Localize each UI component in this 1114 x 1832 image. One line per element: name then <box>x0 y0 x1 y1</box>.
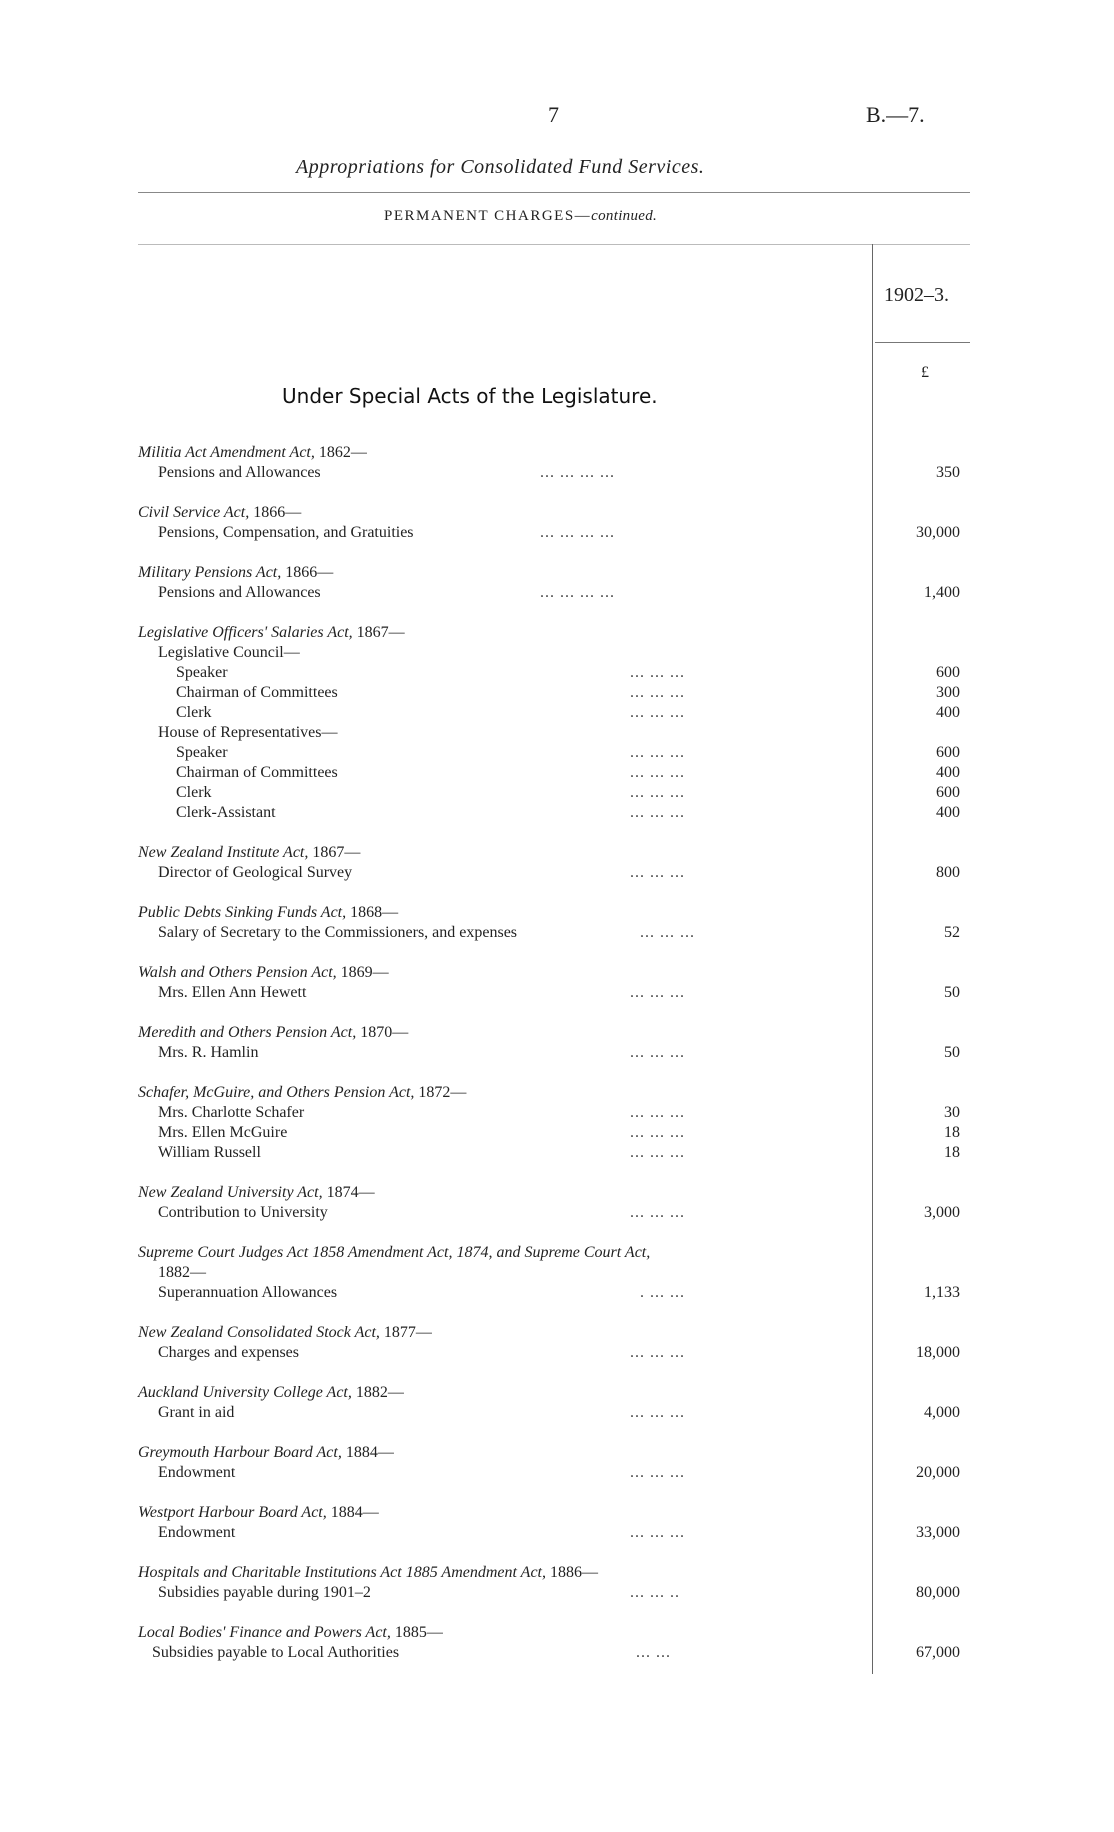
act-title: Schafer, McGuire, and Others Pension Act, <box>138 1084 415 1101</box>
item-label: Salary of Secretary to the Commissioners, and expenses <box>158 924 518 941</box>
item-label: William Russell <box>158 1144 261 1161</box>
act-year: 1870— <box>360 1024 409 1041</box>
header-rule <box>138 192 970 193</box>
item-amount: 600 <box>936 664 960 681</box>
act-title: New Zealand Institute Act, <box>138 844 309 861</box>
dot-leader: ... ... ... <box>630 804 685 821</box>
act-title: Auckland University College Act, <box>138 1384 352 1401</box>
dot-leader: ... ... ... <box>630 864 685 881</box>
act-heading <box>138 1624 443 1642</box>
item-amount: 50 <box>944 1044 960 1061</box>
dot-leader: ... ... ... <box>630 684 685 701</box>
act-heading <box>138 624 405 642</box>
act-year: 1868— <box>350 904 399 921</box>
dot-leader: ... ... ... <box>630 664 685 681</box>
dot-leader: ... ... ... ... <box>540 584 615 601</box>
act-title: Meredith and Others Pension Act, <box>138 1024 357 1041</box>
item-label: Endowment <box>158 1464 236 1481</box>
item-label: Pensions and Allowances <box>158 584 321 601</box>
act-title: Civil Service Act, <box>138 504 250 521</box>
item-amount: 400 <box>936 804 960 821</box>
act-year: 1867— <box>312 844 361 861</box>
item-amount: 18 <box>944 1144 960 1161</box>
act-heading <box>138 1384 404 1402</box>
item-amount: 67,000 <box>916 1644 960 1661</box>
act-heading <box>138 1244 650 1262</box>
act-heading <box>138 1024 408 1042</box>
act-year: 1882— <box>158 1264 206 1281</box>
item-amount: 52 <box>944 924 960 941</box>
act-year: 1862— <box>318 444 367 461</box>
item-label: Mrs. R. Hamlin <box>158 1044 259 1061</box>
dot-leader: ... ... .. <box>630 1584 680 1601</box>
act-heading <box>138 904 398 922</box>
dot-leader: ... ... ... <box>630 1344 685 1361</box>
subtitle-main: PERMANENT CHARGES— <box>384 208 592 224</box>
item-label: Clerk-Assistant <box>176 804 276 821</box>
page-subtitle <box>384 208 657 225</box>
dot-leader: ... ... ... <box>630 1404 685 1421</box>
item-label: Charges and expenses <box>158 1344 299 1361</box>
item-amount: 33,000 <box>916 1524 960 1541</box>
item-amount: 600 <box>936 744 960 761</box>
act-year: 1885— <box>394 1624 443 1641</box>
dot-leader: ... ... ... <box>630 1204 685 1221</box>
act-title: New Zealand Consolidated Stock Act, <box>138 1324 380 1341</box>
act-title: Military Pensions Act, <box>138 564 282 581</box>
item-amount: 20,000 <box>916 1464 960 1481</box>
act-heading <box>138 1504 379 1522</box>
act-title: Legislative Officers' Salaries Act, <box>138 624 353 641</box>
item-label: Mrs. Ellen Ann Hewett <box>158 984 307 1001</box>
act-title: Supreme Court Judges Act 1858 Amendment Act, 1874, and Supreme Court Act, <box>138 1244 651 1261</box>
item-amount: 800 <box>936 864 960 881</box>
item-amount: 80,000 <box>916 1584 960 1601</box>
act-heading <box>138 1564 598 1582</box>
act-year: 1882— <box>355 1384 404 1401</box>
subtitle-rule <box>138 244 970 245</box>
item-label: Subsidies payable to Local Authorities <box>152 1644 400 1661</box>
item-amount: 400 <box>936 704 960 721</box>
dot-leader: ... ... ... <box>630 704 685 721</box>
item-label: Pensions, Compensation, and Gratuities <box>158 524 414 541</box>
dot-leader: ... ... ... <box>630 1104 685 1121</box>
year-column-heading: 1902–3. <box>884 284 949 306</box>
item-amount: 30 <box>944 1104 960 1121</box>
item-amount: 3,000 <box>924 1204 960 1221</box>
act-title: Westport Harbour Board Act, <box>138 1504 327 1521</box>
act-title: Hospitals and Charitable Institutions Act 1885 Amendment Act, <box>138 1564 546 1581</box>
act-title: Local Bodies' Finance and Powers Act, <box>138 1624 391 1641</box>
act-year: 1869— <box>340 964 389 981</box>
item-label: Endowment <box>158 1524 236 1541</box>
act-year: 1884— <box>345 1444 394 1461</box>
item-label: Speaker <box>176 744 228 761</box>
item-amount: 18 <box>944 1124 960 1141</box>
act-heading <box>138 1324 432 1342</box>
item-amount: 400 <box>936 764 960 781</box>
subtitle-continued: continued. <box>591 208 658 224</box>
dot-leader: ... ... ... <box>630 1044 685 1061</box>
item-label: Chairman of Committees <box>176 684 338 701</box>
dot-leader: ... ... ... ... <box>540 464 615 481</box>
dot-leader: ... ... ... <box>640 924 695 941</box>
section-heading: Under Special Acts of the Legislature. <box>282 384 658 408</box>
dot-leader: ... ... ... <box>630 1144 685 1161</box>
page-title: Appropriations for Consolidated Fund Services. <box>296 156 705 178</box>
item-label: Mrs. Ellen McGuire <box>158 1124 288 1141</box>
dot-leader: ... ... <box>636 1644 671 1661</box>
item-label: Grant in aid <box>158 1404 235 1421</box>
dot-leader: ... ... ... <box>630 984 685 1001</box>
act-year: 1886— <box>550 1564 598 1581</box>
dot-leader: ... ... ... <box>630 784 685 801</box>
act-year: 1866— <box>253 504 302 521</box>
item-label: Pensions and Allowances <box>158 464 321 481</box>
act-title: New Zealand University Act, <box>138 1184 323 1201</box>
act-heading <box>138 964 389 982</box>
item-amount: 30,000 <box>916 524 960 541</box>
dot-leader: ... ... ... <box>630 744 685 761</box>
dot-leader: ... ... ... <box>630 764 685 781</box>
item-amount: 4,000 <box>924 1404 960 1421</box>
act-year: 1866— <box>285 564 334 581</box>
item-amount: 1,133 <box>924 1284 960 1301</box>
item-label: Speaker <box>176 664 228 681</box>
act-heading <box>138 1084 466 1102</box>
act-heading <box>138 1184 375 1202</box>
amount-column-rule <box>872 244 873 1674</box>
document-reference: B.—7. <box>866 102 925 127</box>
item-amount: 350 <box>936 464 960 481</box>
item-amount: 50 <box>944 984 960 1001</box>
currency-symbol: £ <box>921 364 929 381</box>
item-amount: 300 <box>936 684 960 701</box>
item-amount: 18,000 <box>916 1344 960 1361</box>
act-year: 1884— <box>330 1504 379 1521</box>
item-amount: 1,400 <box>924 584 960 601</box>
act-heading <box>138 844 360 862</box>
group-heading: House of Representatives— <box>158 724 338 741</box>
item-label: Clerk <box>176 784 212 801</box>
group-heading: Legislative Council— <box>158 644 300 661</box>
dot-leader: ... ... ... <box>630 1464 685 1481</box>
year-heading-rule <box>875 342 970 343</box>
act-title: Public Debts Sinking Funds Act, <box>138 904 347 921</box>
act-heading <box>138 504 301 522</box>
page-number: 7 <box>548 102 559 127</box>
act-year: 1867— <box>356 624 405 641</box>
dot-leader: ... ... ... <box>630 1124 685 1141</box>
act-title: Greymouth Harbour Board Act, <box>138 1444 342 1461</box>
act-heading <box>138 564 333 582</box>
dot-leader: . ... ... <box>640 1284 685 1301</box>
item-label: Chairman of Committees <box>176 764 338 781</box>
item-label: Superannuation Allowances <box>158 1284 338 1301</box>
act-heading <box>138 444 367 462</box>
item-amount: 600 <box>936 784 960 801</box>
item-label: Clerk <box>176 704 212 721</box>
dot-leader: ... ... ... ... <box>540 524 615 541</box>
dot-leader: ... ... ... <box>630 1524 685 1541</box>
item-label: Subsidies payable during 1901–2 <box>158 1584 371 1601</box>
act-title: Militia Act Amendment Act, <box>138 444 315 461</box>
act-heading <box>138 1444 394 1462</box>
act-title: Walsh and Others Pension Act, <box>138 964 337 981</box>
act-year: 1872— <box>418 1084 467 1101</box>
act-year: 1874— <box>326 1184 375 1201</box>
act-year: 1877— <box>383 1324 432 1341</box>
item-label: Mrs. Charlotte Schafer <box>158 1104 305 1121</box>
item-label: Contribution to University <box>158 1204 328 1221</box>
item-label: Director of Geological Survey <box>158 864 353 881</box>
